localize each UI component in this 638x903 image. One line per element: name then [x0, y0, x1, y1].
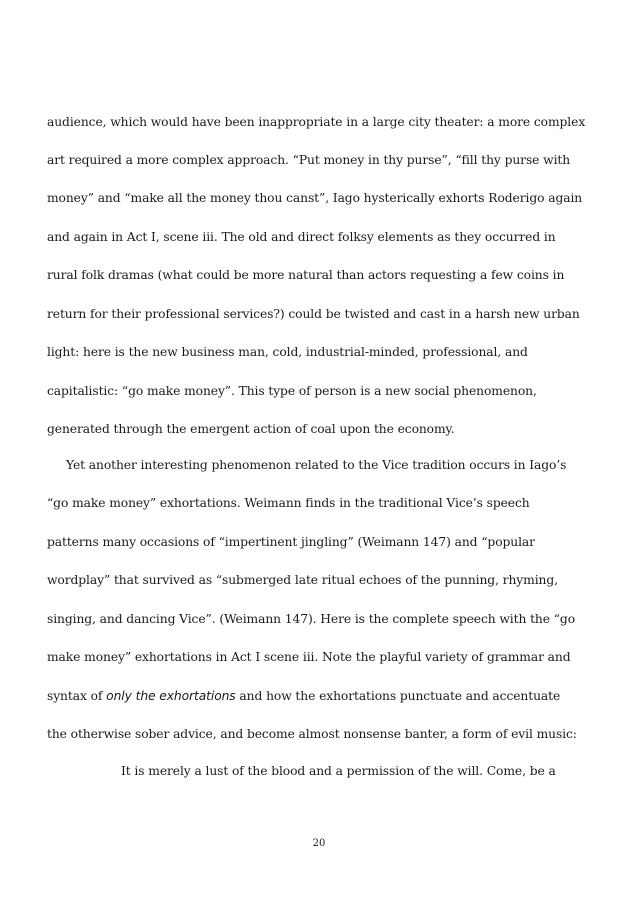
text-line: capitalistic: “go make money”. This type of person is a new social phenomenon,: [47, 384, 537, 398]
text-segment: and how the exhortations punctuate and accentuate: [235, 689, 561, 703]
text-line-with-emphasis: [47, 689, 560, 703]
page-number: 20: [312, 838, 326, 849]
text-line: return for their professional services?) could be twisted and cast in a harsh new urban: [47, 307, 580, 321]
text-line: make money” exhortations in Act I scene iii. Note the playful variety of grammar and: [47, 650, 571, 664]
text-line: and again in Act I, scene iii. The old and direct folksy elements as they occurred in: [47, 230, 556, 244]
text-line: generated through the emergent action of coal upon the economy.: [47, 422, 455, 436]
text-line: singing, and dancing Vice”. (Weimann 147). Here is the complete speech with the “go: [47, 612, 576, 626]
text-line: wordplay” that survived as “submerged late ritual echoes of the punning, rhyming,: [47, 573, 558, 587]
paragraph-first-line: Yet another interesting phenomenon related to the Vice tradition occurs in Iago’s: [66, 458, 567, 472]
text-line: light: here is the new business man, cold, industrial-minded, professional, and: [47, 345, 528, 359]
text-line: patterns many occasions of “impertinent jingling” (Weimann 147) and “popular: [47, 535, 535, 549]
text-line: audience, which would have been inappropriate in a large city theater: a more complex: [47, 115, 586, 129]
emphasis-text: only the exhortations: [106, 689, 236, 703]
text-line: art required a more complex approach. “Put money in thy purse”, “fill thy purse with: [47, 153, 571, 167]
text-line: money” and “make all the money thou canst”, Iago hysterically exhorts Roderigo again: [47, 191, 583, 205]
block-quote: It is merely a lust of the blood and a permission of the will. Come, be a: [121, 764, 556, 778]
text-line: the otherwise sober advice, and become almost nonsense banter, a form of evil music:: [47, 727, 577, 741]
text-line: rural folk dramas (what could be more natural than actors requesting a few coins in: [47, 268, 565, 282]
text-line: “go make money” exhortations. Weimann finds in the traditional Vice’s speech: [47, 496, 530, 510]
text-segment: syntax of: [47, 689, 107, 703]
